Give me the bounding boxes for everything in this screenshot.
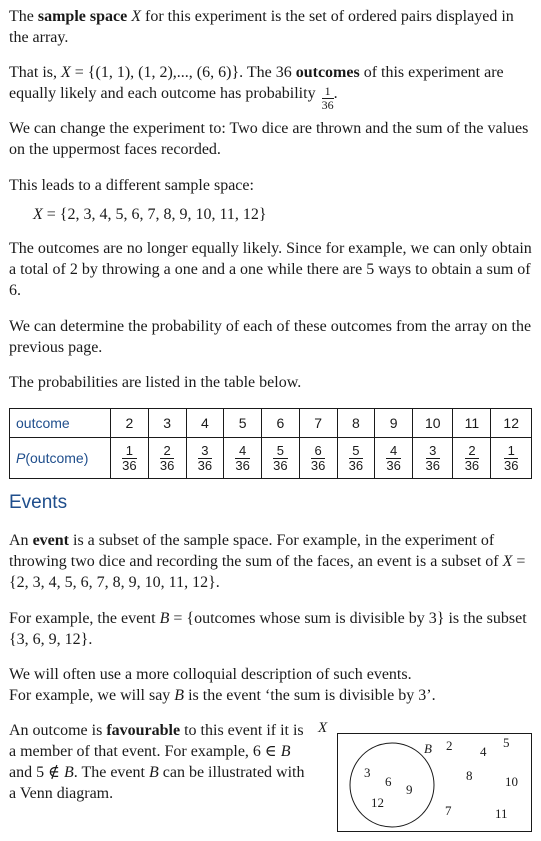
- table-row-outcomes: [10, 409, 532, 438]
- venn-element-outside: 10: [505, 774, 518, 789]
- venn-element-outside: 5: [503, 735, 510, 750]
- venn-element-outside: 8: [466, 768, 473, 783]
- outcome-cell: 6: [262, 409, 300, 438]
- paragraph-event-b: For example, the event B = {outcomes whose sum is divisible by 3} is the subset {3, 6, 9, 12}.: [9, 610, 527, 648]
- paragraph-favourable: An outcome is favourable to this event if it is a member of that event. For example, 6 ∈ B and 5 ∉ B. The event B can be illustrated with a Venn diagram.: [9, 722, 305, 802]
- probability-cell: $\frac{4}{36}$: [375, 438, 413, 479]
- row-header-probability: P(outcome): [10, 438, 111, 479]
- outcome-cell: 12: [491, 409, 532, 438]
- probability-cell: $\frac{1}{36}$: [111, 438, 149, 479]
- venn-element-inside: 6: [385, 774, 392, 789]
- probability-cell: $\frac{5}{36}$: [337, 438, 375, 479]
- paragraph-determine-probability: We can determine the probability of each of these outcomes from the array on the previous page.: [9, 318, 532, 356]
- paragraph-table-intro: The probabilities are listed in the table below.: [9, 374, 302, 391]
- paragraph-not-equally-likely: The outcomes are no longer equally likely. Since for example, we can only obtain a total of 2 by throwing a one and a one while there are 5 ways to obtain a sum of 6.: [9, 240, 532, 299]
- sample-space-set: X = {2, 3, 4, 5, 6, 7, 8, 9, 10, 11, 12}: [33, 206, 267, 223]
- probability-cell: $\frac{6}{36}$: [299, 438, 337, 479]
- outcome-cell: 7: [299, 409, 337, 438]
- venn-universe-label: X: [318, 720, 328, 736]
- table-row-probabilities: [10, 438, 532, 479]
- outcome-cell: 5: [224, 409, 262, 438]
- probability-cell: $\frac{3}{36}$: [413, 438, 453, 479]
- paragraph-change-experiment: We can change the experiment to: Two dice are thrown and the sum of the values on the uppermost faces recorded.: [9, 120, 529, 158]
- outcome-cell: 3: [148, 409, 186, 438]
- venn-element-inside: 12: [371, 795, 384, 810]
- venn-diagram: [337, 733, 532, 832]
- probability-cell: $\frac{2}{36}$: [148, 438, 186, 479]
- outcome-cell: 11: [453, 409, 491, 438]
- paragraph-event-definition: An event is a subset of the sample space. For example, in the experiment of throwing two dice and recording the sum of the faces, an event is a subset of X = {2, 3, 4, 5, 6, 7, 8, 9, 10, 11, 12}.: [9, 532, 526, 591]
- outcome-cell: 2: [111, 409, 149, 438]
- paragraph-sample-space: The sample space X for this experiment is the set of ordered pairs displayed in the array.: [9, 8, 514, 46]
- section-heading-events: Events: [9, 492, 68, 513]
- venn-element-outside: 7: [445, 803, 452, 818]
- probability-cell: $\frac{2}{36}$: [453, 438, 491, 479]
- outcome-cell: 10: [413, 409, 453, 438]
- probability-cell: $\frac{1}{36}$: [491, 438, 532, 479]
- outcome-cell: 4: [186, 409, 224, 438]
- paragraph-different-sample-space: This leads to a different sample space:: [9, 177, 254, 194]
- paragraph-colloquial: We will often use a more colloquial description of such events. For example, we will say B is the event ‘the sum is divisible by 3’.: [9, 666, 436, 704]
- row-header-outcome: outcome: [10, 409, 111, 438]
- probability-cell: $\frac{4}{36}$: [224, 438, 262, 479]
- paragraph-outcomes: That is, X = {(1, 1), (1, 2),..., (6, 6)}. The 36 outcomes of this experiment are equally likely and each outcome has probability $\frac{1}{36}$ .: [9, 64, 504, 112]
- probability-cell: $\frac{5}{36}$: [262, 438, 300, 479]
- probability-table: [9, 408, 532, 479]
- venn-element-inside: 9: [406, 782, 413, 797]
- venn-element-outside: 2: [446, 738, 453, 753]
- venn-element-inside: 3: [364, 765, 371, 780]
- venn-element-outside: 4: [480, 744, 487, 759]
- venn-set-label: B: [424, 741, 432, 756]
- probability-cell: $\frac{3}{36}$: [186, 438, 224, 479]
- outcome-cell: 9: [375, 409, 413, 438]
- fraction-one-over-36: $\frac{1}{36}$: [321, 84, 334, 112]
- venn-element-outside: 11: [495, 806, 508, 821]
- outcome-cell: 8: [337, 409, 375, 438]
